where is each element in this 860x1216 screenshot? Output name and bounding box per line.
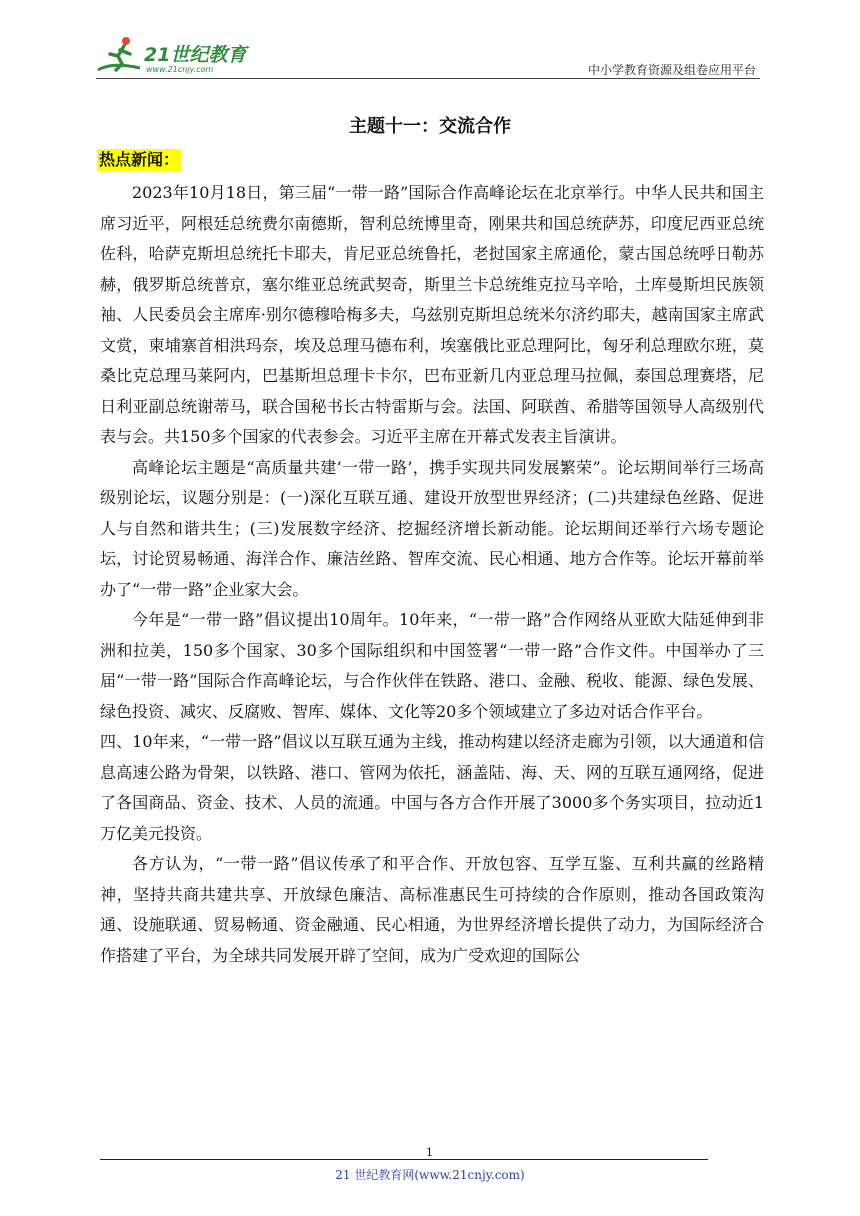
logo-url: www.21cnjy.com [146, 65, 214, 74]
logo-text: 21世纪教育 [144, 44, 247, 66]
paragraph: 各方认为，“一带一路”倡议传承了和平合作、开放包容、互学互鉴、互利共赢的丝路精神，坚持共商共建共享、开放绿色廉洁、高标准惠民生可持续的合作原则，推动各国政策沟通、设施联通、贸易畅通、资金融通、民心相通，为世界经济增长提供了动力，为国际经济合作搭建了平台，为全球共同发展开辟了空间，成为广受欢迎的国际公 [100, 854, 764, 965]
header-platform-text: 中小学教育资源及组卷应用平台 [587, 63, 756, 77]
page-title: 主题十一：交流合作 [349, 116, 511, 137]
page-header [96, 30, 760, 82]
header-divider [96, 78, 760, 79]
article-body [100, 178, 764, 971]
paragraph: 今年是“一带一路”倡议提出10周年。10年来，“一带一路”合作网络从亚欧大陆延伸到非洲和拉美，150多个国家、30多个国际组织和中国签署“一带一路”合作文件。中国举办了三届“一带一路”国际合作高峰论坛，与合作伙伴在铁路、港口、金融、税收、能源、绿色发展、绿色投资、减灾、反腐败、智库、媒体、文化等20多个领域建立了多边对话合作平台。 [100, 610, 764, 721]
footer-link[interactable]: 21 世纪教育网(www.21cnjy.com) [335, 1168, 525, 1182]
runner-logo-icon [96, 34, 144, 78]
paragraph: 2023年10月18日，第三届“一带一路”国际合作高峰论坛在北京举行。中华人民共和国主席习近平，阿根廷总统费尔南德斯，智利总统博里奇，刚果共和国总统萨苏，印度尼西亚总统佐科，哈萨克斯坦总统托卡耶夫，肯尼亚总统鲁托，老挝国家主席通伦，蒙古国总统呼日勒苏赫，俄罗斯总统普京，塞尔维亚总统武契奇，斯里兰卡总统维克拉马辛哈，土库曼斯坦民族领袖、人民委员会主席库·别尔德穆哈梅多夫，乌兹别克斯坦总统米尔济约耶夫，越南国家主席武文赏，柬埔寨首相洪玛奈，埃及总理马德布利，埃塞俄比亚总理阿比，匈牙利总理欧尔班，莫桑比克总理马莱阿内，巴基斯坦总理卡卡尔，巴布亚新几内亚总理马拉佩，泰国总理赛塔，尼日利亚副总统谢蒂马，联合国秘书长古特雷斯与会。法国、阿联酋、希腊等国领导人高级别代表与会。共150多个国家的代表参会。习近平主席在开幕式发表主旨演讲。 [100, 183, 764, 446]
page-number: 1 [426, 1146, 433, 1159]
paragraph: 高峰论坛主题是“高质量共建‘一带一路’，携手实现共同发展繁荣”。论坛期间举行三场高级别论坛，议题分别是：(一)深化互联互通、建设开放型世界经济；(二)共建绿色丝路、促进人与自然和谐共生；(三)发展数字经济、挖掘经济增长新动能。论坛期间还举行六场专题论坛，讨论贸易畅通、海洋合作、廉洁丝路、智库交流、民心相通、地方合作等。论坛开幕前举办了“一带一路”企业家大会。 [100, 457, 764, 599]
footer-divider [100, 1159, 708, 1160]
logo [96, 34, 256, 78]
section-label: 热点新闻： [99, 150, 180, 169]
paragraph: 四、10年来，“一带一路”倡议以互联互通为主线，推动构建以经济走廊为引领，以大通道和信息高速公路为骨架，以铁路、港口、管网为依托，涵盖陆、海、天、网的互联互通网络，促进了各国商品、资金、技术、人员的流通。中国与各方合作开展了3000多个务实项目，拉动近1万亿美元投资。 [100, 732, 764, 843]
